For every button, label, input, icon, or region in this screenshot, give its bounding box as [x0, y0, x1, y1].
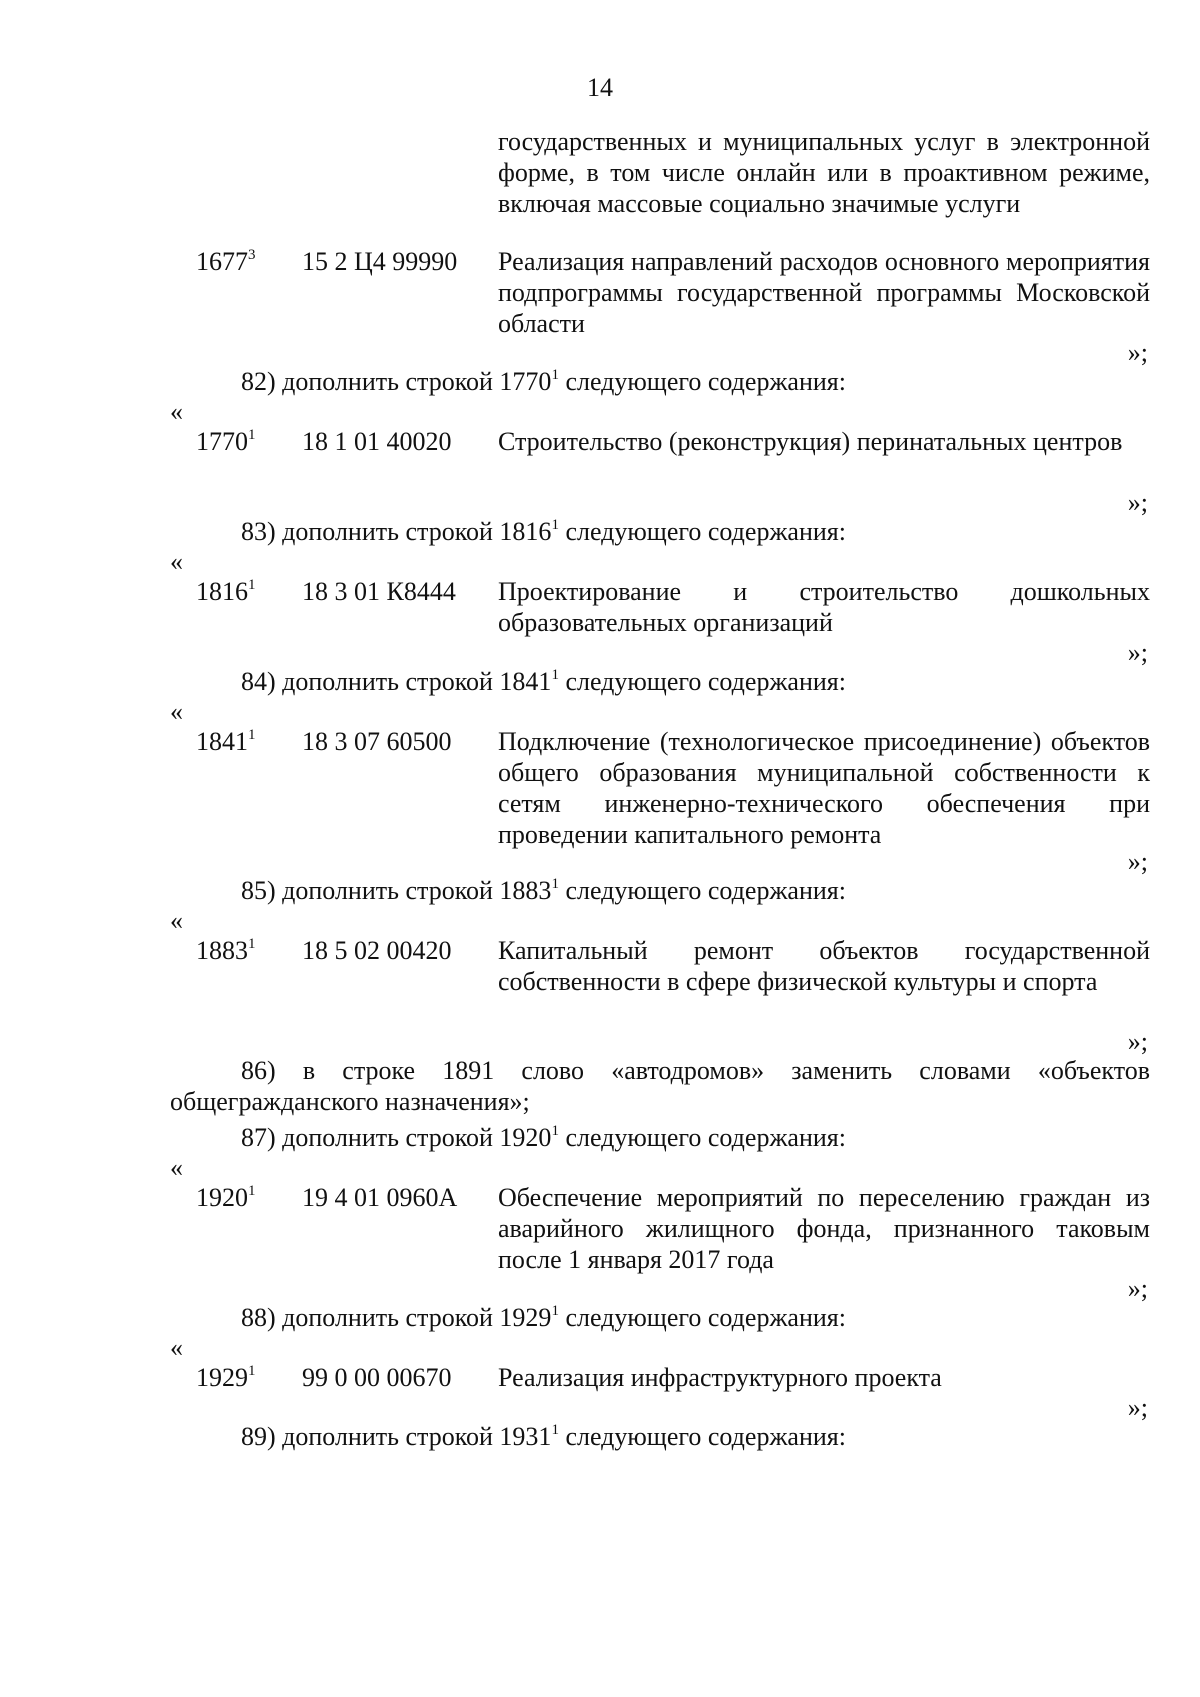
opening-quote: « — [170, 1333, 183, 1362]
paragraph-86: 86) в строке 1891 слово «автодромов» заменить словами «объектов общегражданского назначения»; — [170, 1056, 1150, 1116]
instruction-83: 83) дополнить строкой 1816$^1$ следующего содержания: — [241, 517, 846, 546]
opening-quote: « — [170, 397, 183, 426]
row-number: 1816$^1$ — [196, 577, 256, 606]
closing-quote: »; — [1127, 1393, 1148, 1422]
instruction-85: 85) дополнить строкой 1883$^1$ следующего содержания: — [241, 876, 846, 905]
row-description: Проектирование и строительство дошкольных образовательных организаций — [498, 577, 1150, 637]
opening-quote: « — [170, 1153, 183, 1182]
row-code: 18 1 01 40020 — [302, 427, 452, 456]
page-number: 14 — [587, 73, 613, 102]
instruction-89: 89) дополнить строкой 1931$^1$ следующего содержания: — [241, 1422, 846, 1451]
row-description: Реализация направлений расходов основного мероприятия подпрограммы государственной программы Московской области — [498, 247, 1150, 338]
closing-quote: »; — [1127, 338, 1148, 367]
closing-quote: »; — [1127, 1274, 1148, 1303]
row-description: Реализация инфраструктурного проекта — [498, 1363, 942, 1392]
row-description: Строительство (реконструкция) перинатальных центров — [498, 427, 1123, 456]
row-number: 1841$^1$ — [196, 727, 256, 756]
row-number: 1677$^3$ — [196, 247, 256, 276]
row-code: 99 0 00 00670 — [302, 1363, 452, 1392]
row-number: 1920$^1$ — [196, 1183, 256, 1212]
row-code: 18 3 07 60500 — [302, 727, 452, 756]
opening-quote: « — [170, 906, 183, 935]
row-description: Обеспечение мероприятий по переселению граждан из аварийного жилищного фонда, признанного таковым после 1 января 2017 года — [498, 1183, 1150, 1274]
row-number: 1883$^1$ — [196, 936, 256, 965]
opening-quote: « — [170, 547, 183, 576]
instruction-87: 87) дополнить строкой 1920$^1$ следующего содержания: — [241, 1123, 846, 1152]
instruction-84: 84) дополнить строкой 1841$^1$ следующего содержания: — [241, 667, 846, 696]
closing-quote: »; — [1127, 1027, 1148, 1056]
closing-quote: »; — [1127, 488, 1148, 517]
row-number: 1770$^1$ — [196, 427, 256, 456]
closing-quote: »; — [1127, 638, 1148, 667]
closing-quote: »; — [1127, 847, 1148, 876]
opening-quote: « — [170, 697, 183, 726]
row-code: 18 3 01 К8444 — [302, 577, 456, 606]
continuation-text: государственных и муниципальных услуг в электронной форме, в том числе онлайн или в проактивном режиме, включая массовые социально значимые услуги — [498, 127, 1150, 218]
row-description: Подключение (технологическое присоединение) объектов общего образования муниципальной собственности к сетям инженерно-технического обеспечения при проведении капитального ремонта — [498, 727, 1150, 849]
row-code: 15 2 Ц4 99990 — [302, 247, 458, 276]
row-number: 1929$^1$ — [196, 1363, 256, 1392]
row-code: 18 5 02 00420 — [302, 936, 452, 965]
instruction-88: 88) дополнить строкой 1929$^1$ следующего содержания: — [241, 1303, 846, 1332]
instruction-82: 82) дополнить строкой 1770$^1$ следующего содержания: — [241, 367, 846, 396]
row-code: 19 4 01 0960А — [302, 1183, 458, 1212]
row-description: Капитальный ремонт объектов государственной собственности в сфере физической культуры и спорта — [498, 936, 1150, 996]
